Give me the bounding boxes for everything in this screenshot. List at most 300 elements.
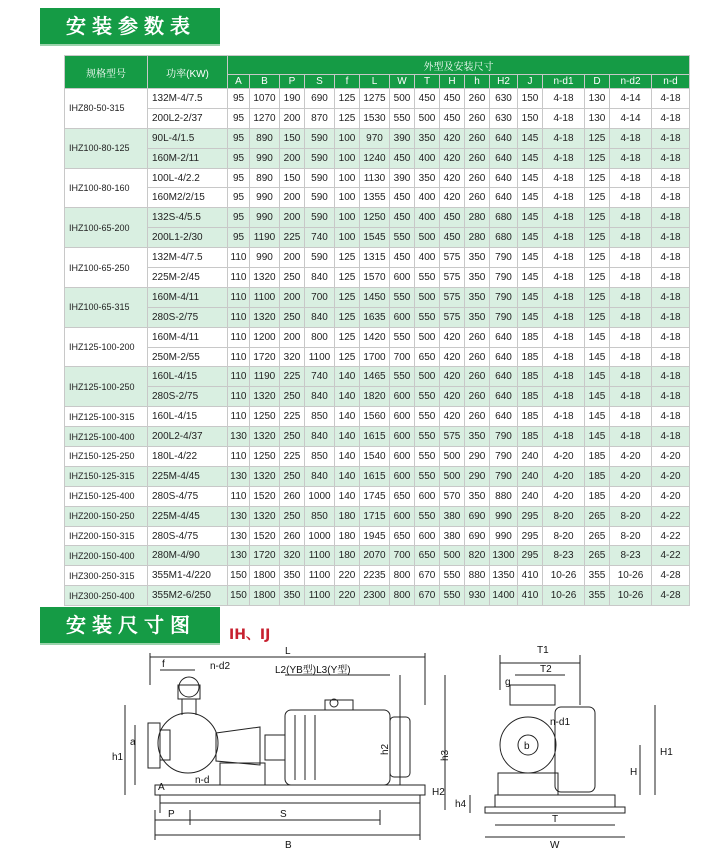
dimension-cell: 1320 bbox=[250, 387, 280, 407]
dimension-cell: 200 bbox=[280, 248, 305, 268]
dimension-cell: 4-18 bbox=[610, 208, 652, 228]
dimension-cell: 1400 bbox=[490, 586, 518, 606]
dimension-cell: 4-18 bbox=[543, 108, 585, 128]
dimension-cell: 125 bbox=[335, 268, 360, 288]
dimension-cell: 180 bbox=[335, 546, 360, 566]
power-cell: 280S-4/75 bbox=[148, 486, 228, 506]
table-row bbox=[65, 148, 690, 168]
dimension-cell: 600 bbox=[390, 407, 415, 427]
table-row bbox=[65, 168, 690, 188]
dimension-cell: 260 bbox=[280, 526, 305, 546]
dimension-cell: 4-20 bbox=[610, 486, 652, 506]
dimension-cell: 145 bbox=[518, 268, 543, 288]
dimension-cell: 125 bbox=[335, 327, 360, 347]
dimension-cell: 4-18 bbox=[652, 387, 690, 407]
dimension-cell: 1315 bbox=[360, 248, 390, 268]
dimension-cell: 500 bbox=[390, 89, 415, 109]
dimension-cell: 1720 bbox=[250, 546, 280, 566]
dimension-cell: 1320 bbox=[250, 427, 280, 447]
dimension-cell: 110 bbox=[228, 248, 250, 268]
dimension-cell: 1240 bbox=[360, 148, 390, 168]
dimension-cell: 690 bbox=[465, 506, 490, 526]
dimension-cell: 350 bbox=[415, 128, 440, 148]
power-cell: 160L-4/15 bbox=[148, 367, 228, 387]
dimension-cell: 550 bbox=[415, 387, 440, 407]
table-row bbox=[65, 367, 690, 387]
dimension-cell: 2070 bbox=[360, 546, 390, 566]
dimension-cell: 380 bbox=[440, 506, 465, 526]
dimension-cell: 130 bbox=[585, 89, 610, 109]
dimension-cell: 420 bbox=[440, 327, 465, 347]
dimension-cell: 100 bbox=[335, 168, 360, 188]
dimension-cell: 225 bbox=[280, 447, 305, 467]
dimension-cell: 890 bbox=[250, 128, 280, 148]
dimension-cell: 4-18 bbox=[543, 347, 585, 367]
dimension-cell: 8-23 bbox=[543, 546, 585, 566]
dimension-cell: 1000 bbox=[305, 486, 335, 506]
dimension-cell: 110 bbox=[228, 268, 250, 288]
dimension-cell: 590 bbox=[305, 248, 335, 268]
dim-W: W bbox=[550, 840, 560, 850]
dimension-cell: 640 bbox=[490, 347, 518, 367]
dim-B: B bbox=[285, 840, 292, 850]
dimension-cell: 110 bbox=[228, 287, 250, 307]
dimension-cell: 680 bbox=[490, 228, 518, 248]
dimension-cell: 4-14 bbox=[610, 89, 652, 109]
dimension-cell: 145 bbox=[518, 228, 543, 248]
dimension-cell: 10-26 bbox=[610, 586, 652, 606]
dimension-cell: 350 bbox=[280, 566, 305, 586]
dimension-cell: 1130 bbox=[360, 168, 390, 188]
dim-A: A bbox=[158, 782, 165, 793]
power-cell: 225M-2/45 bbox=[148, 268, 228, 288]
dimension-cell: 4-18 bbox=[610, 287, 652, 307]
table-row bbox=[65, 486, 690, 506]
dimension-cell: 640 bbox=[490, 168, 518, 188]
dimension-cell: 1420 bbox=[360, 327, 390, 347]
dimension-cell: 400 bbox=[415, 248, 440, 268]
dimension-cell: 990 bbox=[250, 248, 280, 268]
dimension-cell: 600 bbox=[390, 427, 415, 447]
power-cell: 280S-2/75 bbox=[148, 387, 228, 407]
dimension-cell: 110 bbox=[228, 307, 250, 327]
dimension-cell: 790 bbox=[490, 287, 518, 307]
dimension-cell: 8-20 bbox=[543, 526, 585, 546]
dimension-cell: 880 bbox=[490, 486, 518, 506]
dim-S: S bbox=[280, 809, 287, 820]
dimension-cell: 840 bbox=[305, 387, 335, 407]
dimension-cell: 850 bbox=[305, 506, 335, 526]
dimension-cell: 600 bbox=[415, 526, 440, 546]
dimension-cell: 1560 bbox=[360, 407, 390, 427]
dimension-cell: 125 bbox=[585, 208, 610, 228]
dimension-cell: 640 bbox=[490, 407, 518, 427]
dimension-cell: 1520 bbox=[250, 526, 280, 546]
model-cell: IHZ125-100-400 bbox=[65, 427, 148, 447]
dimension-cell: 110 bbox=[228, 327, 250, 347]
dimension-cell: 640 bbox=[490, 188, 518, 208]
model-cell: IHZ200-150-315 bbox=[65, 526, 148, 546]
dimension-cell: 4-18 bbox=[652, 287, 690, 307]
dimension-cell: 265 bbox=[585, 526, 610, 546]
power-cell: 225M-4/45 bbox=[148, 506, 228, 526]
dimension-cell: 145 bbox=[585, 387, 610, 407]
dimension-cell: 150 bbox=[518, 89, 543, 109]
table-row bbox=[65, 248, 690, 268]
dimension-cell: 1745 bbox=[360, 486, 390, 506]
dimension-cell: 1615 bbox=[360, 466, 390, 486]
column-header: n-d bbox=[652, 75, 690, 89]
dimension-cell: 185 bbox=[585, 486, 610, 506]
dimension-cell: 740 bbox=[305, 228, 335, 248]
dimension-cell: 1320 bbox=[250, 466, 280, 486]
dimension-cell: 790 bbox=[490, 466, 518, 486]
dimension-cell: 110 bbox=[228, 407, 250, 427]
dimension-cell: 820 bbox=[465, 546, 490, 566]
dimension-cell: 1530 bbox=[360, 108, 390, 128]
dimension-cell: 550 bbox=[440, 586, 465, 606]
dimension-cell: 265 bbox=[585, 546, 610, 566]
installation-drawing bbox=[100, 645, 710, 850]
model-cell: IHZ100-65-250 bbox=[65, 248, 148, 288]
dimension-cell: 95 bbox=[228, 188, 250, 208]
dimension-cell: 150 bbox=[280, 168, 305, 188]
dimension-cell: 145 bbox=[518, 248, 543, 268]
table-row bbox=[65, 586, 690, 606]
dimension-cell: 1275 bbox=[360, 89, 390, 109]
dimension-cell: 145 bbox=[518, 148, 543, 168]
column-header: L bbox=[360, 75, 390, 89]
dimension-cell: 4-18 bbox=[610, 188, 652, 208]
dimension-cell: 575 bbox=[440, 248, 465, 268]
dimension-cell: 225 bbox=[280, 407, 305, 427]
dimension-cell: 1350 bbox=[490, 566, 518, 586]
dimension-cell: 500 bbox=[440, 546, 465, 566]
dimension-cell: 390 bbox=[390, 168, 415, 188]
column-header: A bbox=[228, 75, 250, 89]
dimension-cell: 1100 bbox=[250, 287, 280, 307]
dim-T1: T1 bbox=[537, 645, 549, 656]
dim-h3: h3 bbox=[440, 749, 451, 761]
dimension-cell: 260 bbox=[465, 108, 490, 128]
column-header: J bbox=[518, 75, 543, 89]
dimension-cell: 1545 bbox=[360, 228, 390, 248]
dimension-cell: 125 bbox=[585, 128, 610, 148]
power-cell: 200L2-4/37 bbox=[148, 427, 228, 447]
dimension-cell: 4-18 bbox=[652, 188, 690, 208]
dimension-cell: 240 bbox=[518, 486, 543, 506]
terminal-box bbox=[325, 700, 353, 710]
dimension-cell: 4-18 bbox=[610, 427, 652, 447]
dimension-cell: 4-18 bbox=[610, 387, 652, 407]
dimension-cell: 1320 bbox=[250, 268, 280, 288]
dim-nd1: n-d1 bbox=[550, 717, 571, 728]
model-cell: IHZ200-150-250 bbox=[65, 506, 148, 526]
column-header: h bbox=[465, 75, 490, 89]
dimension-cell: 4-18 bbox=[652, 407, 690, 427]
dimension-cell: 450 bbox=[390, 208, 415, 228]
dimension-cell: 1190 bbox=[250, 367, 280, 387]
dimension-cell: 130 bbox=[228, 427, 250, 447]
dimension-cell: 95 bbox=[228, 228, 250, 248]
column-header: D bbox=[585, 75, 610, 89]
dimension-cell: 550 bbox=[390, 108, 415, 128]
drawing-model-note: IH、IJ bbox=[229, 627, 271, 643]
dimension-cell: 1320 bbox=[250, 307, 280, 327]
dimension-cell: 225 bbox=[280, 367, 305, 387]
dimension-cell: 500 bbox=[415, 228, 440, 248]
column-header: P bbox=[280, 75, 305, 89]
dimension-cell: 575 bbox=[440, 307, 465, 327]
dimension-cell: 450 bbox=[440, 228, 465, 248]
dimension-cell: 220 bbox=[335, 586, 360, 606]
dimension-cell: 185 bbox=[518, 367, 543, 387]
dimension-cell: 990 bbox=[250, 208, 280, 228]
dimension-cell: 295 bbox=[518, 526, 543, 546]
dimension-cell: 185 bbox=[585, 466, 610, 486]
dimension-cell: 95 bbox=[228, 89, 250, 109]
dimension-cell: 550 bbox=[390, 327, 415, 347]
dimension-cell: 930 bbox=[465, 586, 490, 606]
dimension-cell: 125 bbox=[335, 108, 360, 128]
dimension-cell: 4-28 bbox=[652, 566, 690, 586]
coupling bbox=[265, 735, 285, 760]
dimension-cell: 355 bbox=[585, 586, 610, 606]
dimension-cell: 600 bbox=[390, 268, 415, 288]
dimension-cell: 1720 bbox=[250, 347, 280, 367]
table-body bbox=[65, 89, 690, 606]
dimension-cell: 150 bbox=[518, 108, 543, 128]
dimension-cell: 130 bbox=[228, 466, 250, 486]
dimension-cell: 125 bbox=[585, 307, 610, 327]
dimension-cell: 260 bbox=[465, 168, 490, 188]
dimension-cell: 4-18 bbox=[652, 208, 690, 228]
dimension-cell: 145 bbox=[518, 128, 543, 148]
dimension-cell: 790 bbox=[490, 248, 518, 268]
model-cell: IHZ100-80-160 bbox=[65, 168, 148, 208]
dimension-cell: 420 bbox=[440, 347, 465, 367]
dim-P: P bbox=[168, 809, 175, 820]
dimension-cell: 4-22 bbox=[652, 546, 690, 566]
dimension-cell: 500 bbox=[415, 367, 440, 387]
dimension-cell: 870 bbox=[305, 108, 335, 128]
header-model: 规格型号 bbox=[65, 56, 148, 89]
dimension-cell: 260 bbox=[280, 486, 305, 506]
dimension-cell: 125 bbox=[585, 168, 610, 188]
dimension-cell: 4-18 bbox=[610, 268, 652, 288]
column-header: B bbox=[250, 75, 280, 89]
dimension-cell: 4-20 bbox=[652, 447, 690, 467]
dimension-cell: 125 bbox=[335, 287, 360, 307]
dimension-cell: 10-26 bbox=[543, 566, 585, 586]
dim-L: L bbox=[285, 646, 291, 657]
dim-a: a bbox=[130, 737, 136, 748]
dimension-cell: 4-18 bbox=[543, 268, 585, 288]
dimension-cell: 350 bbox=[465, 486, 490, 506]
table-header-row bbox=[65, 56, 690, 75]
dimension-cell: 1250 bbox=[250, 407, 280, 427]
power-cell: 355M2-6/250 bbox=[148, 586, 228, 606]
model-cell: IHZ100-65-315 bbox=[65, 287, 148, 327]
model-cell: IHZ125-100-250 bbox=[65, 367, 148, 407]
dimension-cell: 4-18 bbox=[543, 89, 585, 109]
dimension-cell: 630 bbox=[490, 108, 518, 128]
dimension-cell: 145 bbox=[518, 188, 543, 208]
dimension-cell: 4-18 bbox=[543, 188, 585, 208]
dimension-cell: 640 bbox=[490, 387, 518, 407]
model-cell: IHZ300-250-315 bbox=[65, 566, 148, 586]
dimension-cell: 190 bbox=[280, 89, 305, 109]
dimension-cell: 125 bbox=[585, 188, 610, 208]
dimension-cell: 700 bbox=[305, 287, 335, 307]
dimension-cell: 1270 bbox=[250, 108, 280, 128]
dimension-cell: 590 bbox=[305, 188, 335, 208]
dimension-cell: 600 bbox=[415, 486, 440, 506]
dimension-cell: 420 bbox=[440, 128, 465, 148]
dimension-cell: 130 bbox=[585, 108, 610, 128]
dimension-cell: 1190 bbox=[250, 228, 280, 248]
dimension-cell: 200 bbox=[280, 108, 305, 128]
dimension-cell: 145 bbox=[518, 287, 543, 307]
dimension-cell: 1320 bbox=[250, 506, 280, 526]
table-row bbox=[65, 287, 690, 307]
table-row bbox=[65, 447, 690, 467]
dimension-cell: 145 bbox=[585, 367, 610, 387]
dimension-cell: 150 bbox=[228, 586, 250, 606]
dimension-cell: 550 bbox=[415, 447, 440, 467]
dimension-cell: 1355 bbox=[360, 188, 390, 208]
dimension-cell: 4-22 bbox=[652, 526, 690, 546]
dimension-cell: 1945 bbox=[360, 526, 390, 546]
model-cell: IHZ300-250-400 bbox=[65, 586, 148, 606]
table-row bbox=[65, 108, 690, 128]
dimension-cell: 185 bbox=[518, 347, 543, 367]
dimension-cell: 680 bbox=[490, 208, 518, 228]
column-header: W bbox=[390, 75, 415, 89]
dimension-cell: 4-18 bbox=[543, 128, 585, 148]
dimension-cell: 200 bbox=[280, 327, 305, 347]
dimension-cell: 295 bbox=[518, 546, 543, 566]
dimension-cell: 150 bbox=[228, 566, 250, 586]
dimension-cell: 185 bbox=[518, 327, 543, 347]
table-row bbox=[65, 228, 690, 248]
dimension-cell: 4-18 bbox=[652, 228, 690, 248]
dimension-cell: 500 bbox=[440, 466, 465, 486]
dimension-cell: 550 bbox=[415, 407, 440, 427]
column-header: n-d2 bbox=[610, 75, 652, 89]
dimension-cell: 4-18 bbox=[610, 128, 652, 148]
dimension-cell: 200 bbox=[280, 188, 305, 208]
dimension-cell: 185 bbox=[518, 407, 543, 427]
dimension-cell: 550 bbox=[415, 268, 440, 288]
dimension-cell: 700 bbox=[390, 347, 415, 367]
dimension-cell: 400 bbox=[415, 148, 440, 168]
dimension-cell: 790 bbox=[490, 447, 518, 467]
dimension-cell: 2235 bbox=[360, 566, 390, 586]
section-title-drawing: 安装尺寸图 bbox=[40, 607, 220, 643]
dimension-cell: 800 bbox=[390, 566, 415, 586]
dimension-cell: 350 bbox=[465, 268, 490, 288]
dimension-cell: 590 bbox=[305, 208, 335, 228]
dimension-cell: 800 bbox=[305, 327, 335, 347]
dimension-cell: 110 bbox=[228, 367, 250, 387]
dimension-cell: 4-20 bbox=[543, 486, 585, 506]
dimension-cell: 1250 bbox=[250, 447, 280, 467]
power-cell: 90L-4/1.5 bbox=[148, 128, 228, 148]
dimension-cell: 4-18 bbox=[610, 367, 652, 387]
dimension-cell: 125 bbox=[335, 307, 360, 327]
dimension-cell: 320 bbox=[280, 347, 305, 367]
dimension-cell: 100 bbox=[335, 188, 360, 208]
dimension-cell: 4-18 bbox=[652, 168, 690, 188]
dimension-cell: 570 bbox=[440, 486, 465, 506]
dimension-cell: 1715 bbox=[360, 506, 390, 526]
dimension-cell: 850 bbox=[305, 407, 335, 427]
dim-H2: H2 bbox=[432, 787, 445, 798]
dimension-cell: 840 bbox=[305, 307, 335, 327]
dimension-cell: 1100 bbox=[305, 566, 335, 586]
dimension-cell: 4-18 bbox=[652, 108, 690, 128]
column-header: T bbox=[415, 75, 440, 89]
dimension-cell: 450 bbox=[440, 108, 465, 128]
dimension-cell: 390 bbox=[390, 128, 415, 148]
base-rail bbox=[160, 795, 420, 803]
dimension-cell: 450 bbox=[390, 148, 415, 168]
table-row bbox=[65, 466, 690, 486]
motor-body bbox=[285, 710, 390, 785]
dim-T: T bbox=[552, 814, 559, 825]
column-header: n-d1 bbox=[543, 75, 585, 89]
dimension-cell: 4-18 bbox=[652, 128, 690, 148]
power-cell: 160M-2/11 bbox=[148, 148, 228, 168]
dimension-cell: 130 bbox=[228, 546, 250, 566]
dimension-cell: 260 bbox=[465, 387, 490, 407]
dimension-cell: 650 bbox=[390, 526, 415, 546]
dimension-cell: 400 bbox=[415, 208, 440, 228]
power-cell: 132S-4/5.5 bbox=[148, 208, 228, 228]
dimension-cell: 550 bbox=[415, 427, 440, 447]
header-power: 功率(KW) bbox=[148, 56, 228, 89]
model-cell: IHZ100-80-125 bbox=[65, 128, 148, 168]
power-cell: 200L1-2/30 bbox=[148, 228, 228, 248]
dimension-cell: 840 bbox=[305, 427, 335, 447]
dimension-cell: 600 bbox=[390, 307, 415, 327]
dimension-cell: 140 bbox=[335, 407, 360, 427]
table-row bbox=[65, 89, 690, 109]
dimension-cell: 550 bbox=[390, 287, 415, 307]
power-cell: 160M2/2/15 bbox=[148, 188, 228, 208]
dimension-cell: 140 bbox=[335, 367, 360, 387]
dimension-cell: 1800 bbox=[250, 566, 280, 586]
dimension-cell: 500 bbox=[415, 108, 440, 128]
dimension-cell: 640 bbox=[490, 327, 518, 347]
dimension-cell: 290 bbox=[465, 466, 490, 486]
dimension-cell: 4-18 bbox=[652, 307, 690, 327]
dimension-cell: 130 bbox=[228, 506, 250, 526]
dimension-cell: 185 bbox=[518, 387, 543, 407]
table-row bbox=[65, 427, 690, 447]
dimension-cell: 790 bbox=[490, 427, 518, 447]
dimension-cell: 240 bbox=[518, 466, 543, 486]
dimension-cell: 110 bbox=[228, 347, 250, 367]
dimension-cell: 640 bbox=[490, 148, 518, 168]
column-header: H2 bbox=[490, 75, 518, 89]
dimension-cell: 295 bbox=[518, 506, 543, 526]
dimension-cell: 280 bbox=[465, 208, 490, 228]
dimension-cell: 4-18 bbox=[543, 367, 585, 387]
dimension-cell: 790 bbox=[490, 307, 518, 327]
dimension-cell: 590 bbox=[305, 148, 335, 168]
